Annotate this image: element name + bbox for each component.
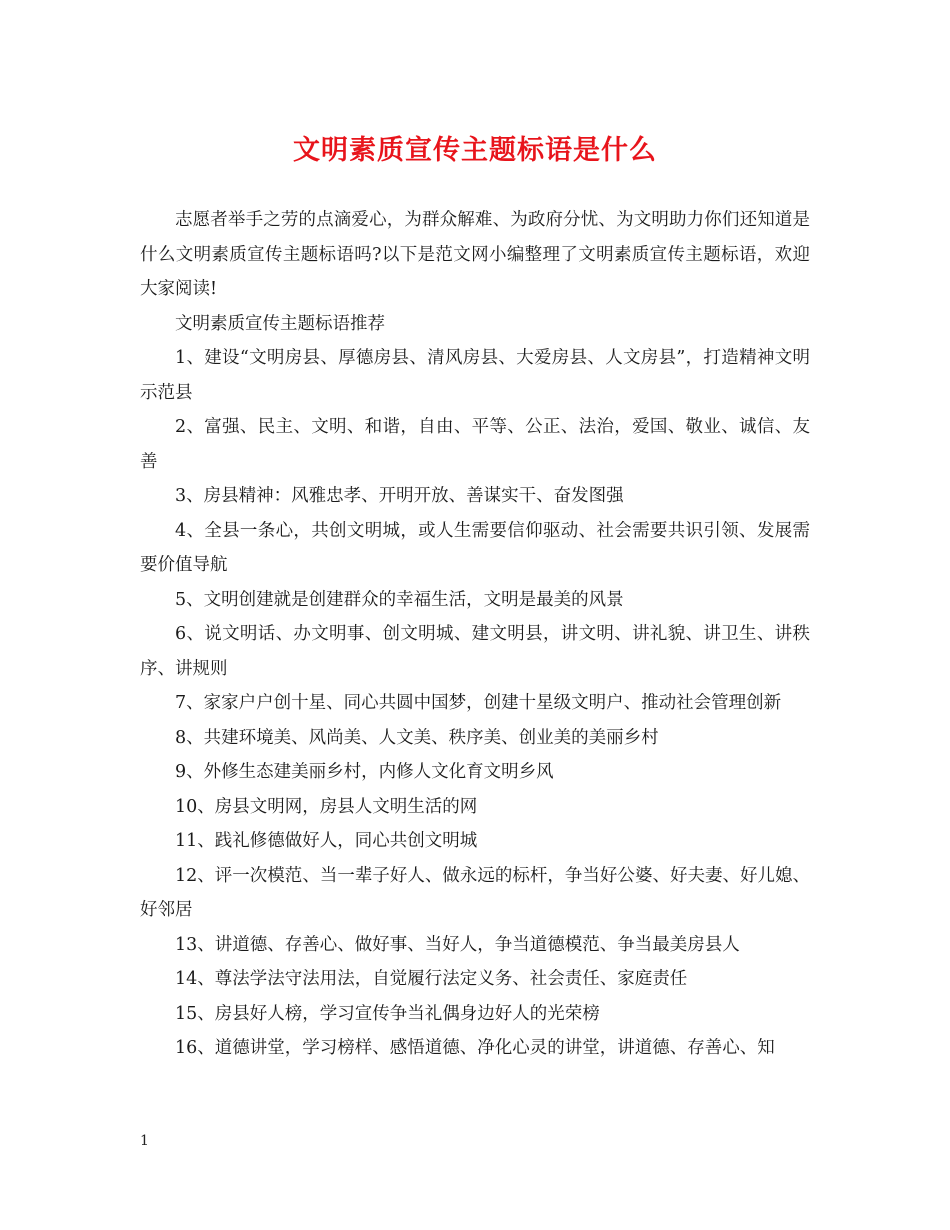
slogan-item: 16、道德讲堂，学习榜样、感悟道德、净化心灵的讲堂，讲道德、存善心、知 — [175, 1038, 775, 1058]
slogan-item: 10、房县文明网，房县人文明生活的网 — [175, 796, 478, 817]
page-number: 1 — [140, 1133, 149, 1149]
slogan-item: 3、房县精神：风雅忠孝、开明开放、善谋实干、奋发图强 — [175, 486, 624, 506]
slogan-item: 9、外修生态建美丽乡村，内修人文化育文明乡风 — [175, 762, 554, 782]
intro-paragraph: 志愿者举手之劳的点滴爱心，为群众解难、为政府分忧、为文明助力你们还知道是什么文明素质宣传主题标语吗?以下是范文网小编整理了文明素质宣传主题标语，欢迎大家阅读! — [140, 210, 810, 299]
slogan-item: 14、尊法学法守法用法，自觉履行法定义务、社会责任、家庭责任 — [175, 969, 688, 989]
document-body — [140, 203, 810, 1066]
slogan-item: 7、家家户户创十星、同心共圆中国梦，创建十星级文明户、推动社会管理创新 — [175, 693, 782, 713]
slogan-item: 11、践礼修德做好人，同心共创文明城 — [175, 831, 478, 851]
slogan-item: 8、共建环境美、风尚美、人文美、秩序美、创业美的美丽乡村 — [175, 727, 659, 748]
slogan-item: 12、评一次模范、当一辈子好人、做永远的标杆，争当好公婆、好夫妻、好儿媳、好邻居 — [140, 865, 810, 920]
section-heading: 文明素质宣传主题标语推荐 — [175, 313, 385, 334]
slogan-item: 2、富强、民主、文明、和谐，自由、平等、公正、法治，爱国、敬业、诚信、友善 — [140, 417, 810, 472]
slogan-item: 6、说文明话、办文明事、创文明城、建文明县，讲文明、讲礼貌、讲卫生、讲秩序、讲规则 — [140, 624, 810, 679]
slogan-item: 13、讲道德、存善心、做好事、当好人，争当道德模范、争当最美房县人 — [175, 934, 740, 955]
slogan-item: 1、建设“文明房县、厚德房县、清风房县、大爱房县、人文房县”，打造精神文明示范县 — [140, 348, 810, 403]
slogan-item: 15、房县好人榜，学习宣传争当礼偶身边好人的光荣榜 — [175, 1003, 600, 1024]
document-title: 文明素质宣传主题标语是什么 — [293, 135, 657, 166]
slogan-item: 5、文明创建就是创建群众的幸福生活，文明是最美的风景 — [175, 589, 624, 610]
slogan-item: 4、全县一条心，共创文明城，或人生需要信仰驱动、社会需要共识引领、发展需要价值导航 — [140, 520, 810, 575]
